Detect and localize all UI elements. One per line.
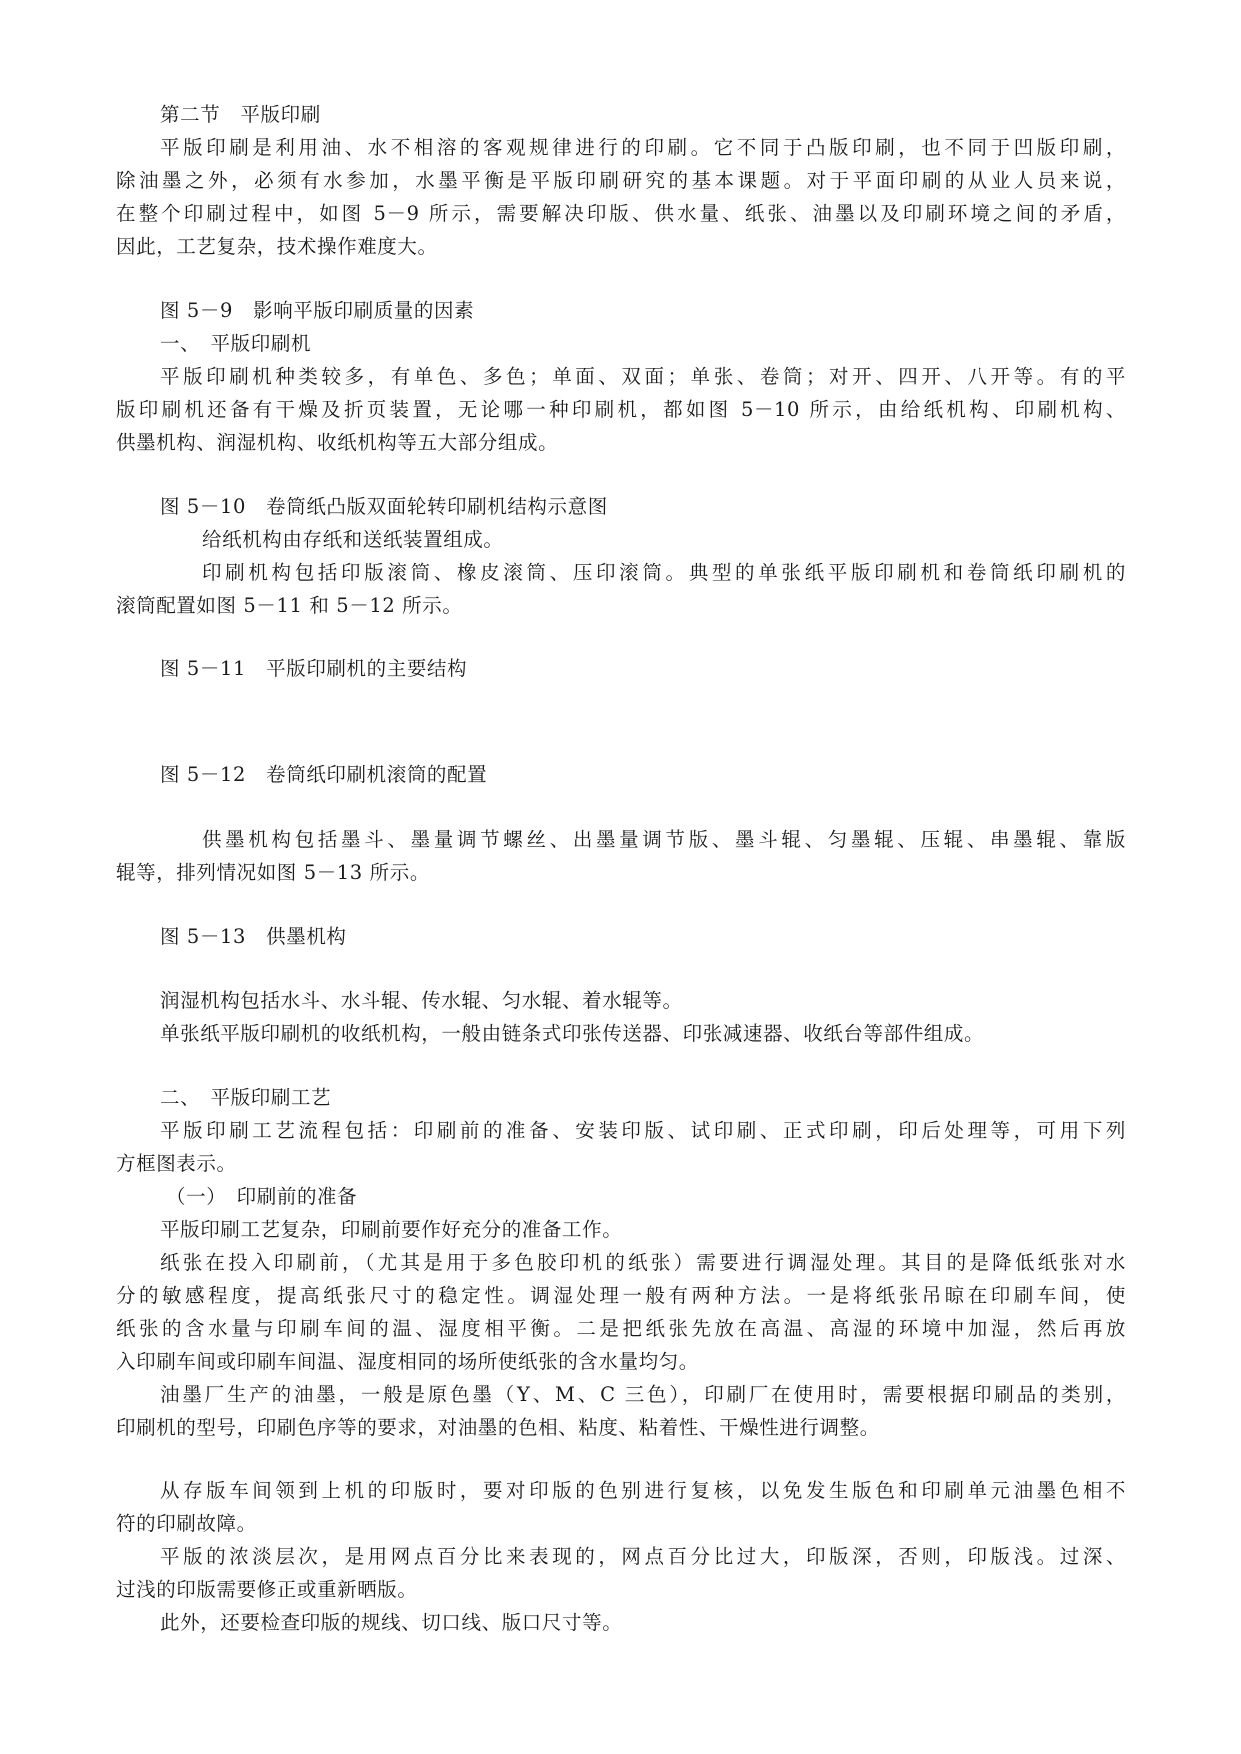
paper-para-line-3: 纸张的含水量与印刷车间的温、湿度相平衡。二是把纸张先放在高温、高湿的环境中加湿，然后再放 xyxy=(116,1317,1126,1340)
heading-printing-process: 二、 平版印刷工艺 xyxy=(160,1086,332,1109)
plate-check-line-2: 符的印刷故障。 xyxy=(116,1512,257,1535)
process-para-line-1: 平版印刷工艺流程包括：印刷前的准备、安装印版、试印刷、正式印刷，印后处理等，可用下列 xyxy=(160,1119,1126,1142)
process-para-line-2: 方框图表示。 xyxy=(116,1152,237,1175)
intro-line-1: 平版印刷是利用油、水不相溶的客观规律进行的印刷。它不同于凸版印刷，也不同于凹版印刷， xyxy=(160,136,1126,159)
ink-adjust-line-1: 油墨厂生产的油墨，一般是原色墨（Y、M、C 三色），印刷厂在使用时，需要根据印刷品的类别， xyxy=(160,1383,1126,1406)
ink-adjust-line-2: 印刷机的型号，印刷色序等的要求，对油墨的色相、粘度、粘着性、干燥性进行调整。 xyxy=(116,1416,880,1439)
paper-para-line-1: 纸张在投入印刷前，（尤其是用于多色胶印机的纸张）需要进行调湿处理。其目的是降低纸张对水 xyxy=(160,1251,1126,1274)
print-mechanism-line-1: 印刷机构包括印版滚筒、橡皮滚筒、压印滚筒。典型的单张纸平版印刷机和卷筒纸印刷机的 xyxy=(202,561,1126,584)
intro-line-2: 除油墨之外，必须有水参加，水墨平衡是平版印刷研究的基本课题。对于平面印刷的从业人员来说， xyxy=(116,169,1126,192)
figure-caption-5-11: 图 5－11 平版印刷机的主要结构 xyxy=(160,657,468,680)
heading-printing-machine: 一、 平版印刷机 xyxy=(160,332,312,355)
figure-caption-5-13: 图 5－13 供墨机构 xyxy=(160,925,347,948)
dots-para-line-1: 平版的浓淡层次，是用网点百分比来表现的，网点百分比过大，印版深，否则，印版浅。过深、 xyxy=(160,1545,1126,1568)
section-heading: 第二节 平版印刷 xyxy=(160,103,321,126)
machine-para-line-1: 平版印刷机种类较多，有单色、多色；单面、双面；单张、卷筒；对开、四开、八开等。有的平 xyxy=(160,365,1126,388)
paper-para-line-4: 入印刷车间或印刷车间温、湿度相同的场所使纸张的含水量均匀。 xyxy=(116,1350,699,1373)
print-mechanism-line-2: 滚筒配置如图 5－11 和 5－12 所示。 xyxy=(116,594,463,617)
additional-check-para: 此外，还要检查印版的规线、切口线、版口尺寸等。 xyxy=(160,1611,623,1634)
dots-para-line-2: 过浅的印版需要修正或重新晒版。 xyxy=(116,1578,418,1601)
delivery-mechanism-para: 单张纸平版印刷机的收纸机构，一般由链条式印张传送器、印张减速器、收纸台等部件组成。 xyxy=(160,1022,985,1045)
intro-line-4: 因此，工艺复杂，技术操作难度大。 xyxy=(116,235,438,258)
figure-caption-5-9: 图 5－9 影响平版印刷质量的因素 xyxy=(160,299,475,322)
figure-caption-5-12: 图 5－12 卷筒纸印刷机滚筒的配置 xyxy=(160,763,488,786)
paper-para-line-2: 分的敏感程度，提高纸张尺寸的稳定性。调湿处理一般有两种方法。一是将纸张吊晾在印刷车间，使 xyxy=(116,1284,1126,1307)
ink-mechanism-line-2: 辊等，排列情况如图 5－13 所示。 xyxy=(116,861,430,884)
plate-check-line-1: 从存版车间领到上机的印版时，要对印版的色别进行复核，以免发生版色和印刷单元油墨色相不 xyxy=(160,1479,1126,1502)
machine-para-line-3: 供墨机构、润湿机构、收纸机构等五大部分组成。 xyxy=(116,431,559,454)
dampening-mechanism-para: 润湿机构包括水斗、水斗辊、传水辊、匀水辊、着水辊等。 xyxy=(160,989,683,1012)
feed-mechanism-para: 给纸机构由存纸和送纸装置组成。 xyxy=(202,528,504,551)
intro-line-3: 在整个印刷过程中，如图 5－9 所示，需要解决印版、供水量、纸张、油墨以及印刷环境之间的矛盾， xyxy=(116,202,1126,225)
preparation-para: 平版印刷工艺复杂，印刷前要作好充分的准备工作。 xyxy=(160,1218,623,1241)
ink-mechanism-line-1: 供墨机构包括墨斗、墨量调节螺丝、出墨量调节版、墨斗辊、匀墨辊、压辊、串墨辊、靠版 xyxy=(202,828,1126,851)
subheading-preparation: （一） 印刷前的准备 xyxy=(166,1185,358,1208)
machine-para-line-2: 版印刷机还备有干燥及折页装置，无论哪一种印刷机，都如图 5－10 所示，由给纸机构、印刷机构、 xyxy=(116,398,1126,421)
figure-caption-5-10: 图 5－10 卷筒纸凸版双面轮转印刷机结构示意图 xyxy=(160,495,608,518)
